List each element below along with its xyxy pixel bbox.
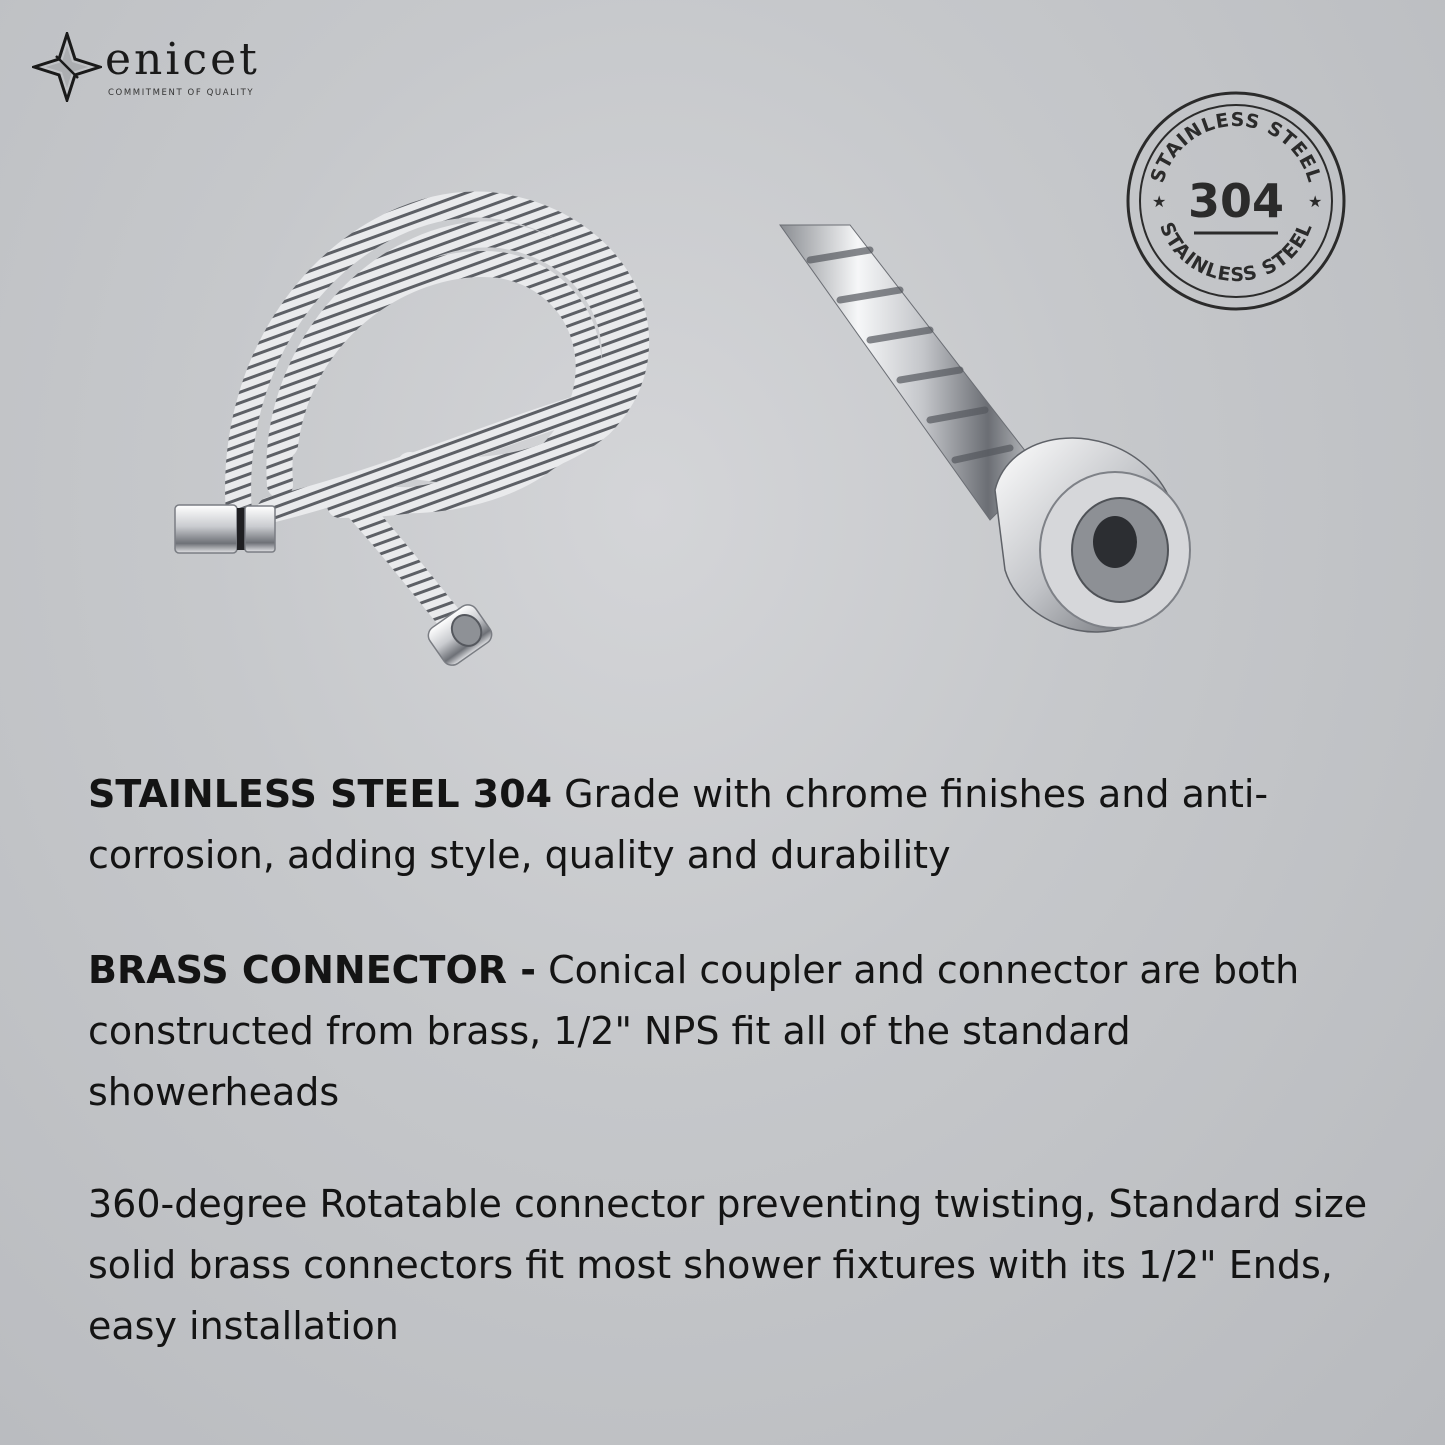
feature-stainless-title: STAINLESS STEEL 304 <box>88 772 553 816</box>
feature-rotatable-body: 360-degree Rotatable connector preventing twisting, Standard size solid brass connectors fit most shower fixtures with its 1/2" Ends, easy installation <box>88 1182 1368 1348</box>
badge-star-right-icon: ★ <box>1308 192 1323 211</box>
brand-logo <box>32 32 292 102</box>
feature-brass-connector <box>88 940 1388 1123</box>
badge-top-text: STAINLESS STEEL <box>1146 108 1326 186</box>
feature-stainless-steel <box>88 764 1388 886</box>
feature-stainless-body: Grade with chrome finishes and anti-corrosion, adding style, quality and durability <box>88 772 1269 877</box>
feature-rotatable-connector <box>88 1174 1388 1357</box>
brand-tagline: COMMITMENT OF QUALITY <box>108 88 255 98</box>
brand-name: enicet <box>105 34 260 85</box>
connector-closeup-image <box>770 220 1200 640</box>
coiled-hose-image <box>160 175 680 680</box>
feature-brass-title: BRASS CONNECTOR - <box>88 948 537 992</box>
badge-grade: 304 <box>1187 174 1285 228</box>
logo-star-icon <box>32 32 102 102</box>
feature-brass-body: Conical coupler and connector are both constructed from brass, 1/2" NPS fit all of the standard showerheads <box>88 948 1300 1114</box>
badge-bottom-text: STAINLESS STEEL <box>1154 219 1317 287</box>
badge-star-left-icon: ★ <box>1152 192 1167 211</box>
